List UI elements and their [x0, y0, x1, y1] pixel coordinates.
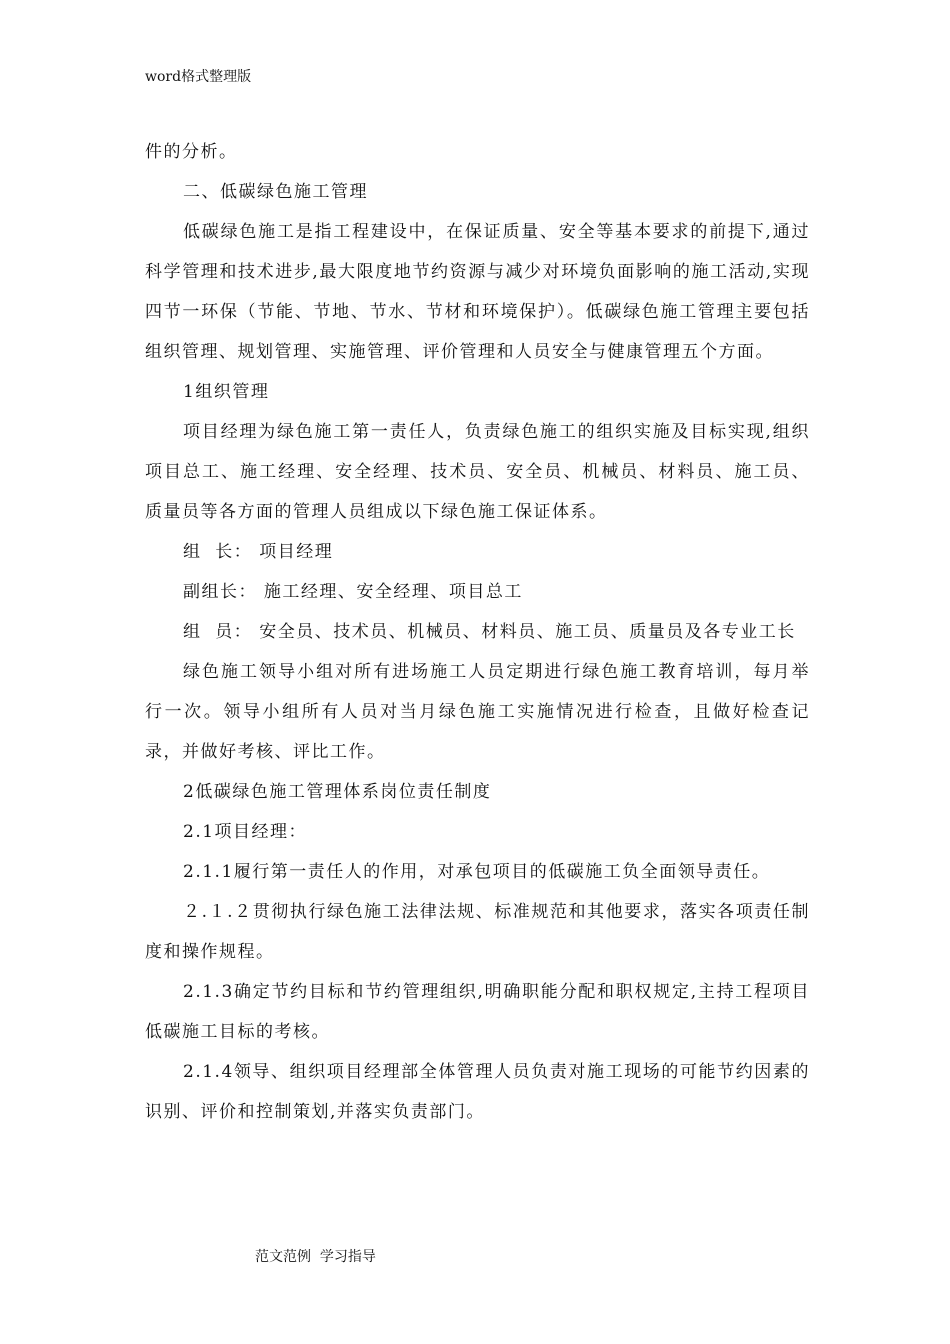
document-body	[145, 132, 810, 1132]
clause-heading: 2.1项目经理：	[183, 822, 308, 842]
subsection-heading: 2低碳绿色施工管理体系岗位责任制度	[183, 782, 492, 802]
role-line-members: 组 员： 安全员、技术员、机械员、材料员、施工员、质量员及各专业工长	[183, 622, 796, 642]
clause-item: ２.１.２贯彻执行绿色施工法律法规、标准规范和其他要求，落实各项责任制度和操作规程。	[145, 902, 810, 962]
page-footer: 范文范例 学习指导	[255, 1249, 376, 1265]
paragraph: 件的分析。	[145, 142, 238, 162]
paragraph: 绿色施工领导小组对所有进场施工人员定期进行绿色施工教育培训，每月举行一次。领导小组所有人员对当月绿色施工实施情况进行检查，且做好检查记录，并做好考核、评比工作。	[145, 662, 810, 762]
clause-item: 2.1.3确定节约目标和节约管理组织,明确职能分配和职权规定,主持工程项目低碳施工目标的考核。	[145, 982, 810, 1042]
role-line-leader: 组 长： 项目经理	[183, 542, 334, 562]
paragraph: 项目经理为绿色施工第一责任人，负责绿色施工的组织实施及目标实现,组织项目总工、施工经理、安全经理、技术员、安全员、机械员、材料员、施工员、质量员等各方面的管理人员组成以下绿色施工保证体系。	[145, 422, 810, 522]
paragraph: 低碳绿色施工是指工程建设中，在保证质量、安全等基本要求的前提下,通过科学管理和技术进步,最大限度地节约资源与减少对环境负面影响的施工活动,实现四节一环保（节能、节地、节水、节材和环境保护）。低碳绿色施工管理主要包括组织管理、规划管理、实施管理、评价管理和人员安全与健康管理五个方面。	[145, 222, 810, 362]
page-header: word格式整理版	[145, 69, 252, 85]
clause-item: 2.1.4领导、组织项目经理部全体管理人员负责对施工现场的可能节约因素的识别、评价和控制策划,并落实负责部门。	[145, 1062, 810, 1122]
section-heading: 二、低碳绿色施工管理	[183, 182, 368, 202]
role-line-deputy: 副组长： 施工经理、安全经理、项目总工	[183, 582, 523, 602]
subsection-heading: 1组织管理	[183, 382, 270, 402]
clause-item: 2.1.1履行第一责任人的作用，对承包项目的低碳施工负全面领导责任。	[183, 862, 771, 882]
